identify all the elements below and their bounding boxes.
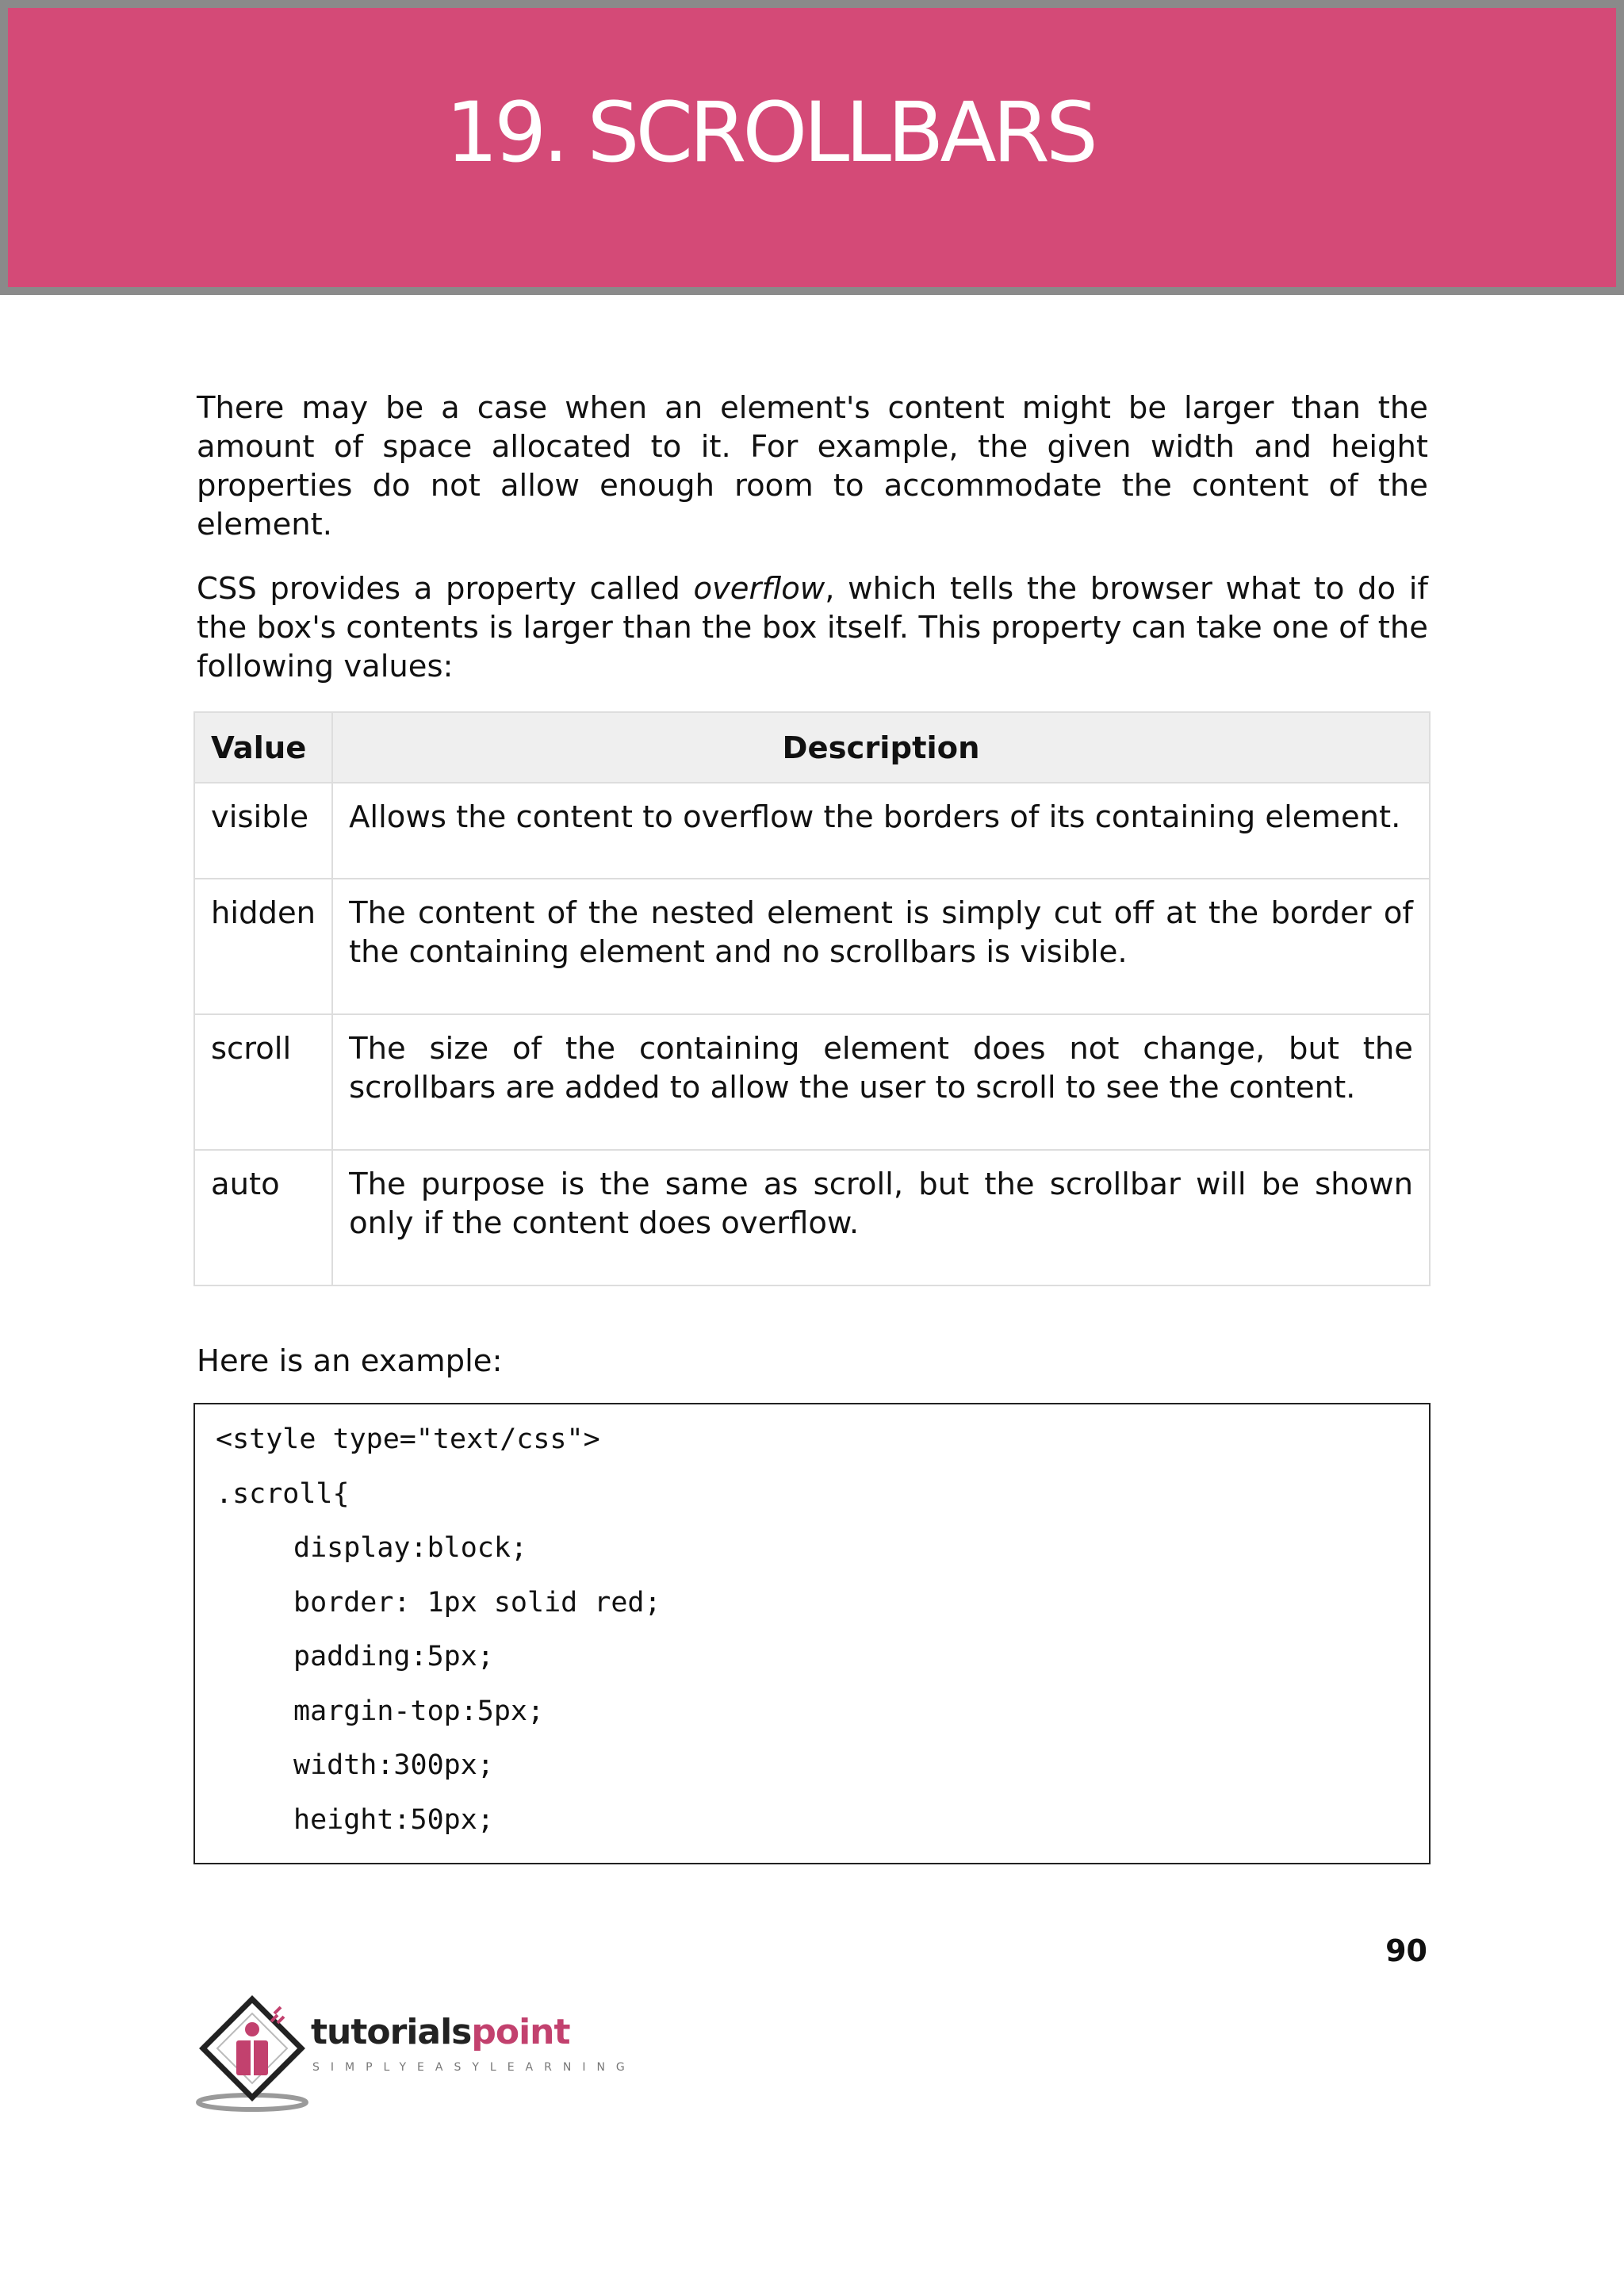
description-cell: The purpose is the same as scroll, but the scrollbar will be shown only if the content does overflow. (332, 1150, 1430, 1285)
column-header-description: Description (332, 712, 1430, 783)
logo-word-point: point (471, 2012, 570, 2052)
example-label: Here is an example: (197, 1343, 503, 1379)
code-line: padding:5px; (293, 1641, 494, 1672)
table-header-row (194, 712, 1430, 783)
table-row (194, 1014, 1430, 1150)
overflow-emphasis: overflow (693, 571, 825, 607)
description-cell: Allows the content to overflow the borders of its containing element. (332, 783, 1430, 879)
logo-tagline: SIMPLYEASYLEARNING (312, 2061, 636, 2074)
code-line: margin-top:5px; (293, 1695, 545, 1727)
table-row (194, 879, 1430, 1014)
value-cell: auto (194, 1150, 332, 1285)
code-line: height:50px; (293, 1803, 494, 1836)
logo-wordmark (311, 2012, 570, 2052)
logo-word-tutorials: tutorials (311, 2012, 472, 2052)
intro-paragraph-2 (197, 569, 1428, 686)
code-line: <style type="text/css"> (216, 1423, 600, 1455)
tutorialspoint-logo (195, 1994, 636, 2113)
description-cell: The content of the nested element is simply cut off at the border of the containing element and no scrollbars is visible. (332, 879, 1430, 1014)
paragraph-2-text-after: , which tells the browser what to do if the box's contents is larger than the box itself. This property can take one of the following values: (197, 571, 1428, 684)
code-line: .scroll{ (216, 1477, 350, 1510)
page-content (197, 389, 1428, 1864)
code-line: width:300px; (293, 1749, 494, 1781)
table-row (194, 783, 1430, 879)
table-row (194, 1150, 1430, 1285)
intro-paragraph-1: There may be a case when an element's content might be larger than the amount of space allocated to it. For example, the given width and height properties do not allow enough room to accommodate the content of the element. (197, 390, 1428, 542)
code-line: border: 1px solid red; (293, 1586, 661, 1619)
paragraph-2-text-before: CSS provides a property called (197, 571, 694, 607)
code-example-box (193, 1403, 1431, 1864)
page-number: 90 (1385, 1933, 1427, 1968)
description-cell: The size of the containing element does not change, but the scrollbars are added to allow the user to scroll to see the content. (332, 1014, 1430, 1150)
chapter-title: 19. SCROLLBARS (446, 84, 1094, 181)
value-cell: visible (194, 783, 332, 879)
tutorialspoint-diamond-icon (195, 1994, 314, 2113)
code-line: display:block; (293, 1532, 528, 1564)
chapter-header (0, 0, 1624, 295)
value-cell: hidden (194, 879, 332, 1014)
column-header-value: Value (194, 712, 332, 783)
value-cell: scroll (194, 1014, 332, 1150)
overflow-values-table (193, 711, 1431, 1286)
